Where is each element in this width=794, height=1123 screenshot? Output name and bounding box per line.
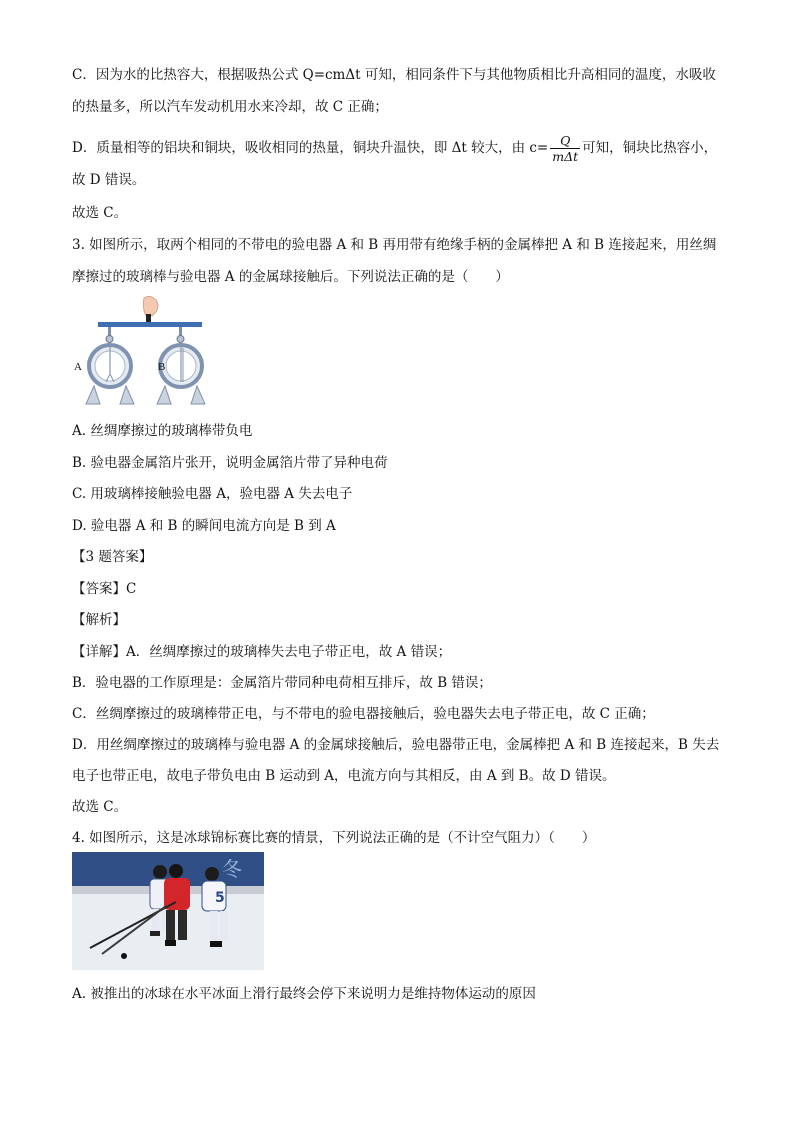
question-3-detail-c: C．丝绸摩擦过的玻璃棒带正电，与不带电的验电器接触后，验电器失去电子带正电，故 C 正确； [72, 706, 655, 722]
option-d-line-1 [72, 130, 717, 166]
question-4-line-1: 4. 如图所示，这是冰球锦标赛比赛的情景，下列说法正确的是（不计空气阻力）（ ） [72, 830, 596, 846]
question-3-detail-d-1: D．用丝绸摩擦过的玻璃棒与验电器 A 的金属球接触后，验电器带正电，金属棒把 A 和 B 连接起来，B 失去 [72, 737, 720, 753]
option-d-line-2: 故 D 错误。 [72, 172, 146, 188]
option-c-line-2: 的热量多，所以汽车发动机用水来冷却，故 C 正确； [72, 99, 388, 115]
jersey-number: 5 [215, 890, 225, 906]
question-3-answer-heading: 【3 题答案】 [72, 549, 153, 565]
question-3-analysis-heading: 【解析】 [72, 612, 126, 628]
question-3-detail-a: 【详解】A．丝绸摩擦过的玻璃棒失去电子带正电，故 A 错误； [72, 644, 452, 660]
electroscope-a [86, 327, 134, 404]
specific-heat-fraction [550, 133, 580, 164]
choose-c-line-2: 故选 C。 [72, 799, 128, 815]
label-a: A [74, 361, 82, 373]
puck [121, 953, 127, 959]
question-3-line-1: 3. 如图所示，取两个相同的不带电的验电器 A 和 B 再用带有绝缘手柄的金属棒把 A 和 B 连接起来，用丝绸 [72, 237, 717, 253]
banner-text: 冬 [222, 857, 242, 881]
question-3-option-d: D. 验电器 A 和 B 的瞬间电流方向是 B 到 A [72, 518, 336, 534]
hockey-photo [72, 852, 264, 970]
question-3-detail-d-2: 电子也带正电，故电子带负电由 B 运动到 A，电流方向与其相反，由 A 到 B。故 D 错误。 [72, 768, 616, 784]
question-3-option-a: A. 丝绸摩擦过的玻璃棒带负电 [72, 423, 253, 439]
option-d-text-a: D．质量相等的铝块和铜块，吸收相同的热量，铜块升温快，即 Δt 较大，由 c= [72, 140, 549, 156]
hand-shape [143, 296, 158, 316]
question-4-option-a: A. 被推出的冰球在水平冰面上滑行最终会停下来说明力是维持物体运动的原因 [72, 986, 536, 1002]
electroscope-figure [72, 294, 212, 414]
question-3-line-2: 摩擦过的玻璃棒与验电器 A 的金属球接触后。下列说法正确的是（ ） [72, 269, 509, 285]
option-c-line-1: C．因为水的比热容大，根据吸热公式 Q=cmΔt 可知，相同条件下与其他物质相比升高相同的温度，水吸收 [72, 67, 716, 83]
label-b: B [158, 361, 166, 373]
fraction-denominator: mΔt [552, 149, 579, 164]
question-3-option-b: B. 验电器金属箔片张开，说明金属箔片带了异种电荷 [72, 455, 388, 471]
question-3-detail-b: B．验电器的工作原理是：金属箔片带同种电荷相互排斥，故 B 错误； [72, 675, 492, 691]
question-3-option-c: C. 用玻璃棒接触验电器 A，验电器 A 失去电子 [72, 486, 353, 502]
choose-c-line: 故选 C。 [72, 205, 128, 221]
option-d-text-b: 可知，铜块比热容小， [582, 140, 718, 156]
metal-rod [98, 322, 202, 327]
question-3-answer: 【答案】C [72, 581, 137, 597]
fraction-numerator: Q [550, 133, 580, 149]
